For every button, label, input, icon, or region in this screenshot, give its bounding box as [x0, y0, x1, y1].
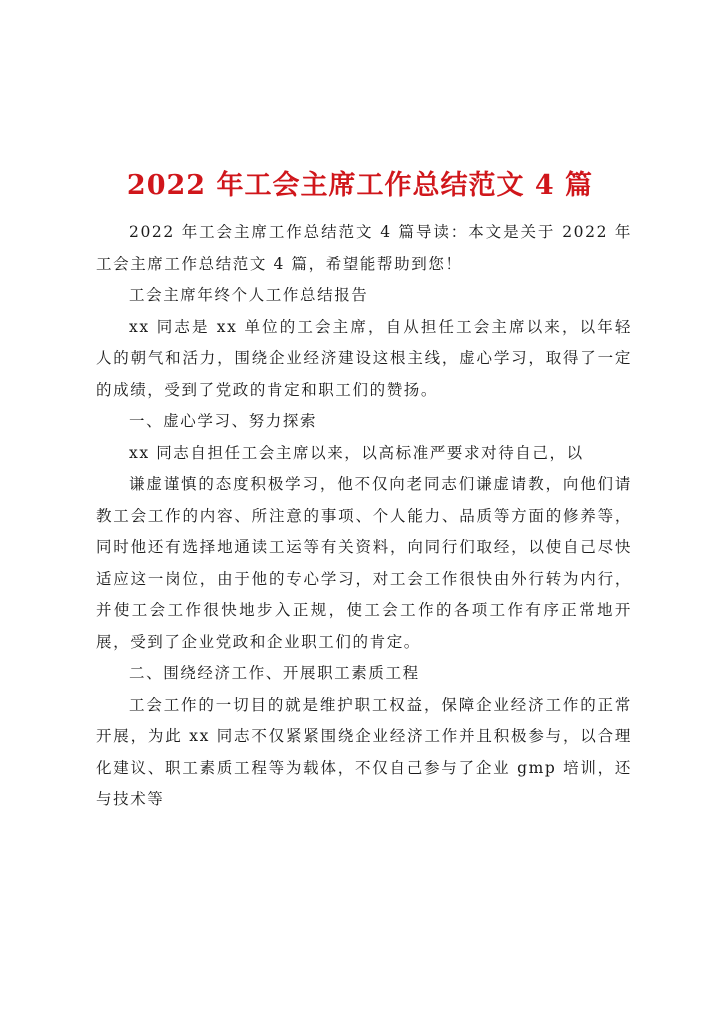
body-paragraph: xx 同志自担任工会主席以来，以高标准严要求对待自己，以 — [129, 443, 584, 462]
intro-paragraph: 2022 年工会主席工作总结范文 4 篇导读：本文是关于 2022 年工会主席工作总结范文 4 篇，希望能帮助到您！ — [96, 223, 632, 273]
document-body — [96, 217, 632, 816]
body-paragraph: 工会工作的一切目的就是维护职工权益，保障企业经济工作的正常开展，为此 xx 同志不仅紧紧围绕企业经济工作并且积极参与，以合理化建议、职工素质工程等为载体，不仅自己参与了企业 gmp 培训，还与技术等 — [96, 695, 632, 808]
report-heading: 工会主席年终个人工作总结报告 — [129, 286, 369, 304]
document-title: 2022 年工会主席工作总结范文 4 篇 — [126, 170, 594, 202]
body-paragraph: xx 同志是 xx 单位的工会主席，自从担任工会主席以来，以年轻人的朝气和活力，围绕企业经济建设这根主线，虚心学习，取得了一定的成绩，受到了党政的肯定和职工们的赞扬。 — [96, 317, 632, 399]
body-paragraph: 谦虚谨慎的态度积极学习，他不仅向老同志们谦虚请教，向他们请教工会工作的内容、所注意的事项、个人能力、品质等方面的修养等，同时他还有选择地通读工运等有关资料，向同行们取经，以使自己尽快适应这一岗位，由于他的专心学习，对工会工作很快由外行转为内行，并使工会工作很快地步入正规，使工会工作的各项工作有序正常地开展，受到了企业党政和企业职工们的肯定。 — [96, 475, 632, 651]
section-heading-2: 二、围绕经济工作、开展职工素质工程 — [129, 664, 420, 682]
section-heading-1: 一、虚心学习、努力探索 — [129, 412, 318, 430]
